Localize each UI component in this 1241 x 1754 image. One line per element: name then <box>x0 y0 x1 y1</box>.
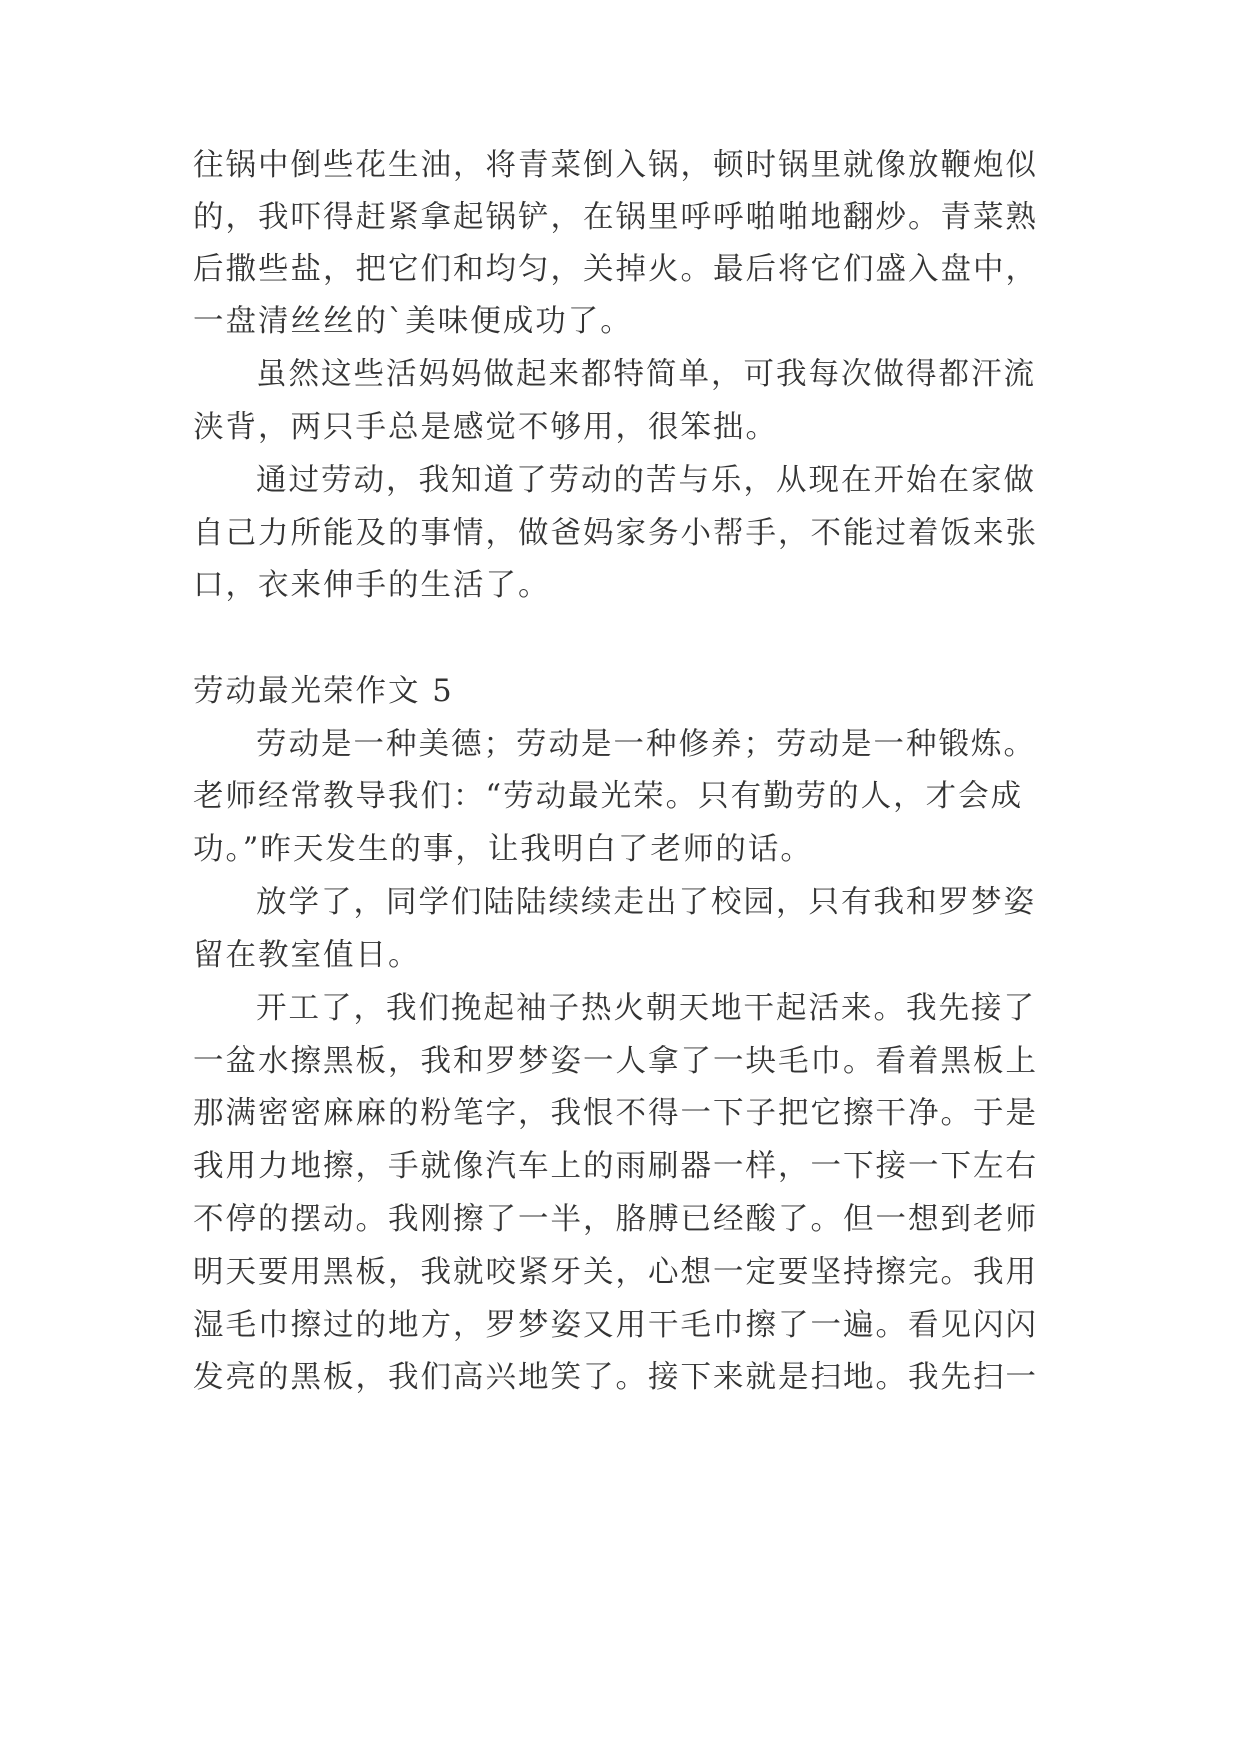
paragraph-line: 开工了，我们挽起袖子热火朝天地干起活来。我先接了 <box>256 991 1036 1026</box>
paragraph-line: 明天要用黑板，我就咬紧牙关，心想一定要坚持擦完。我用 <box>193 1255 1038 1290</box>
paragraph-line: 口，衣来伸手的生活了。 <box>193 568 551 603</box>
paragraph-line: 自己力所能及的事情，做爸妈家务小帮手，不能过着饭来张 <box>193 516 1038 551</box>
paragraph-line: 留在教室值日。 <box>193 938 421 973</box>
paragraph-line: 那满密密麻麻的粉笔字，我恨不得一下子把它擦干净。于是 <box>193 1096 1038 1131</box>
paragraph-line: 的，我吓得赶紧拿起锅铲，在锅里呼呼啪啪地翻炒。青菜熟 <box>193 200 1038 235</box>
section-heading: 劳动最光荣作文 5 <box>193 674 454 709</box>
paragraph-line: 虽然这些活妈妈做起来都特简单，可我每次做得都汗流 <box>256 357 1036 392</box>
paragraph-line: 老师经常教导我们：“劳动最光荣。只有勤劳的人，才会成 <box>193 779 1024 814</box>
paragraph-line: 放学了，同学们陆陆续续走出了校园，只有我和罗梦姿 <box>256 885 1036 920</box>
paragraph-line: 一盆水擦黑板，我和罗梦姿一人拿了一块毛巾。看着黑板上 <box>193 1044 1038 1079</box>
paragraph-line: 功。”昨天发生的事，让我明白了老师的话。 <box>193 832 813 867</box>
paragraph-line: 往锅中倒些花生油，将青菜倒入锅，顿时锅里就像放鞭炮似 <box>193 148 1038 183</box>
paragraph-line: 不停的摆动。我刚擦了一半，胳膊已经酸了。但一想到老师 <box>193 1202 1038 1237</box>
paragraph-line: 我用力地擦，手就像汽车上的雨刷器一样，一下接一下左右 <box>193 1149 1038 1184</box>
paragraph-line: 发亮的黑板，我们高兴地笑了。接下来就是扫地。我先扫一 <box>193 1360 1038 1395</box>
paragraph-line: 劳动是一种美德；劳动是一种修养；劳动是一种锻炼。 <box>256 727 1036 762</box>
paragraph-line: 湿毛巾擦过的地方，罗梦姿又用干毛巾擦了一遍。看见闪闪 <box>193 1308 1038 1343</box>
paragraph-line: 一盘清丝丝的`美味便成功了。 <box>193 304 633 339</box>
paragraph-line: 通过劳动，我知道了劳动的苦与乐，从现在开始在家做 <box>256 463 1036 498</box>
paragraph-line: 浃背，两只手总是感觉不够用，很笨拙。 <box>193 410 778 445</box>
paragraph-line: 后撒些盐，把它们和均匀，关掉火。最后将它们盛入盘中， <box>193 252 1038 287</box>
